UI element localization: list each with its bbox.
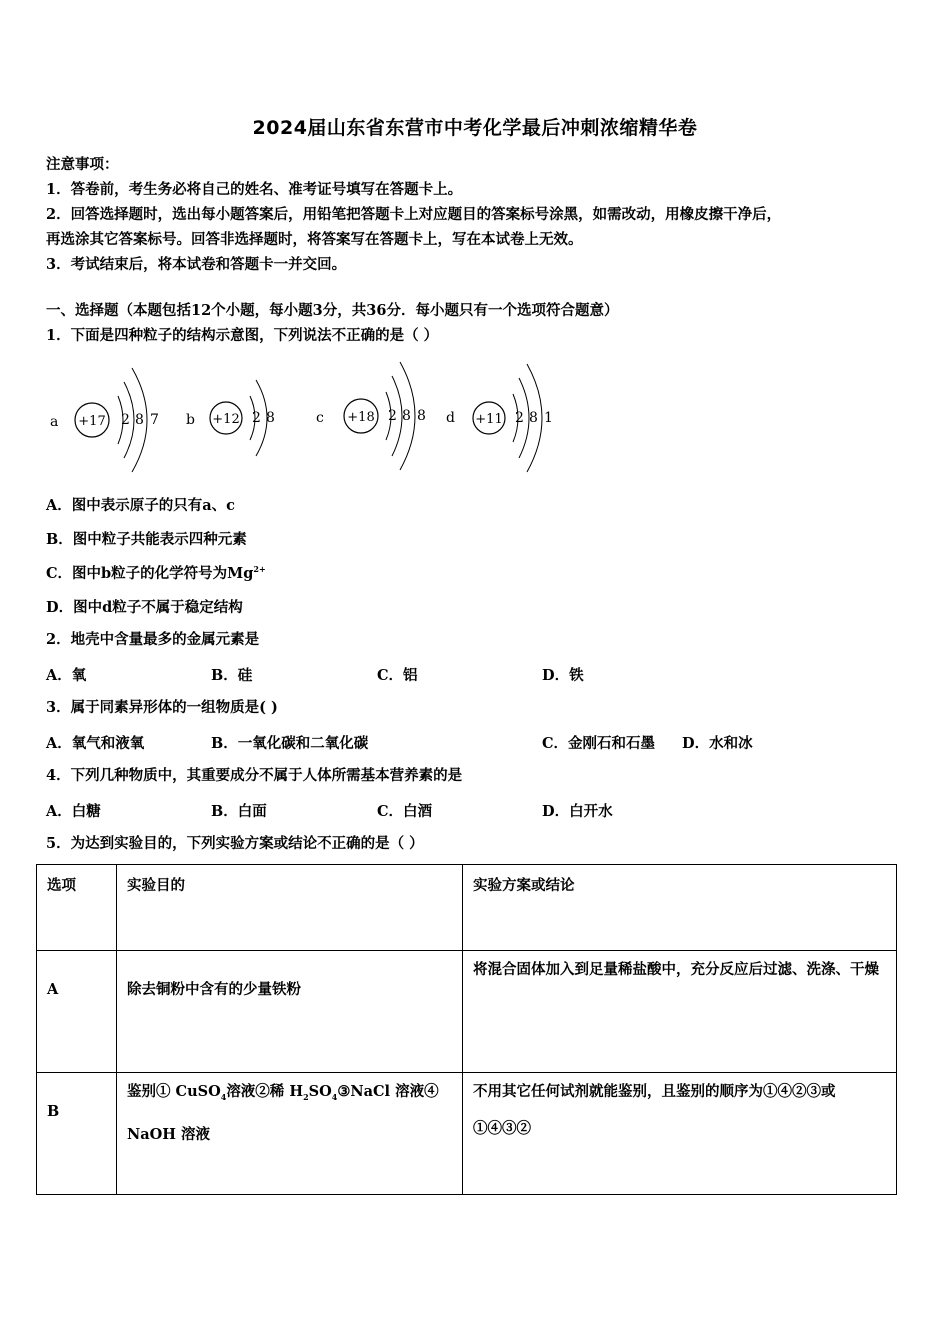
page-title: 2024届山东省东营市中考化学最后冲刺浓缩精华卷 [252,117,698,139]
q2-option-b: B．硅 [211,667,253,684]
shell-electrons: 2 [121,412,130,428]
q1-option-c [46,562,266,583]
shell-electrons: 8 [417,408,426,424]
table-row [37,951,897,1073]
q2-option-d: D．铁 [542,667,584,684]
q3-option-c: C．金刚石和石墨 [542,735,656,752]
row-a-plan: 将混合固体加入到足量稀盐酸中，充分反应后过滤、洗涤、干燥 [463,951,897,1073]
subscript: 4 [220,1091,227,1102]
question-3-stem: 3．属于同素异形体的一组物质是( ) [46,699,278,716]
shell-electrons: 8 [402,408,411,424]
atom-label: d [446,410,455,426]
atom-b [186,380,275,456]
atom-structure-diagrams [40,360,580,480]
text-part: 溶液②稀 H [226,1083,304,1100]
row-b-purpose [117,1073,463,1195]
q4-option-d: D．白开水 [542,803,613,820]
question-1-stem: 1．下面是四种粒子的结构示意图，下列说法不正确的是（ ） [46,327,439,344]
experiment-table [36,864,897,1195]
row-a-option: A [37,951,117,1073]
row-a-purpose: 除去铜粉中含有的少量铁粉 [117,951,463,1073]
q4-option-a: A．白糖 [46,803,101,820]
q3-option-b: B．一氧化碳和二氧化碳 [211,735,369,752]
note-item: 3．考试结束后，将本试卷和答题卡一并交回。 [46,256,347,273]
q1-option-c-text: C．图中b粒子的化学符号为Mg [46,565,254,582]
table-header-row [37,865,897,951]
charge-superscript: 2+ [253,564,266,575]
text-part: 鉴别① CuSO [127,1083,221,1100]
question-5-stem: 5．为达到实验目的，下列实验方案或结论不正确的是（ ） [46,835,424,852]
notes-block [46,152,896,277]
question-2-stem: 2．地壳中含量最多的金属元素是 [46,631,260,648]
text-part: SO [308,1083,332,1100]
atom-label: c [316,410,324,426]
subscript: 4 [331,1091,338,1102]
header-purpose: 实验目的 [117,865,463,951]
note-item: 1．答卷前，考生务必将自己的姓名、准考证号填写在答题卡上。 [46,181,463,198]
text-part: ③NaCl 溶液④ NaOH 溶液 [127,1083,439,1143]
q1-option-a: A．图中表示原子的只有a、c [46,497,235,514]
shell-electrons: 1 [544,410,553,426]
nucleus-charge: +12 [212,412,240,427]
q2-option-c: C．铝 [377,667,418,684]
row-b-plan: 不用其它任何试剂就能鉴别，且鉴别的顺序为①④②③或①④③② [463,1073,897,1195]
nucleus-charge: +18 [347,410,375,425]
subscript: 2 [303,1091,309,1102]
shell-electrons: 2 [252,410,261,426]
q3-option-d: D．水和冰 [682,735,753,752]
row-b-option: B [37,1073,117,1195]
header-option: 选项 [37,865,117,951]
atom-label: a [50,414,59,430]
atom-c [316,362,426,470]
q1-option-b: B．图中粒子共能表示四种元素 [46,531,247,548]
q1-option-d: D．图中d粒子不属于稳定结构 [46,599,243,616]
atom-label: b [186,412,195,428]
shell-electrons: 8 [135,412,144,428]
atom-a [50,368,159,472]
note-item: 2．回答选择题时，选出每小题答案后，用铅笔把答题卡上对应题目的答案标号涂黑，如需改动，用橡皮擦干净后， [46,206,782,223]
shell-electrons: 7 [150,412,159,428]
nucleus-charge: +11 [475,412,503,427]
q4-option-b: B．白面 [211,803,267,820]
header-plan: 实验方案或结论 [463,865,897,951]
question-4-stem: 4．下列几种物质中，其重要成分不属于人体所需基本营养素的是 [46,767,463,784]
shell-electrons: 2 [515,410,524,426]
shell-electrons: 2 [388,408,397,424]
shell-electrons: 8 [266,410,275,426]
q4-option-c: C．白酒 [377,803,433,820]
shell-electrons: 8 [529,410,538,426]
section-heading: 一、选择题（本题包括12个小题，每小题3分，共36分．每小题只有一个选项符合题意） [46,302,619,319]
table-row [37,1073,897,1195]
q3-option-a: A．氧气和液氧 [46,735,145,752]
note-item: 再选涂其它答案标号。回答非选择题时，将答案写在答题卡上，写在本试卷上无效。 [46,231,583,248]
nucleus-charge: +17 [78,414,106,429]
q2-option-a: A．氧 [46,667,87,684]
atom-d [446,364,553,472]
notes-heading: 注意事项： [46,156,119,173]
